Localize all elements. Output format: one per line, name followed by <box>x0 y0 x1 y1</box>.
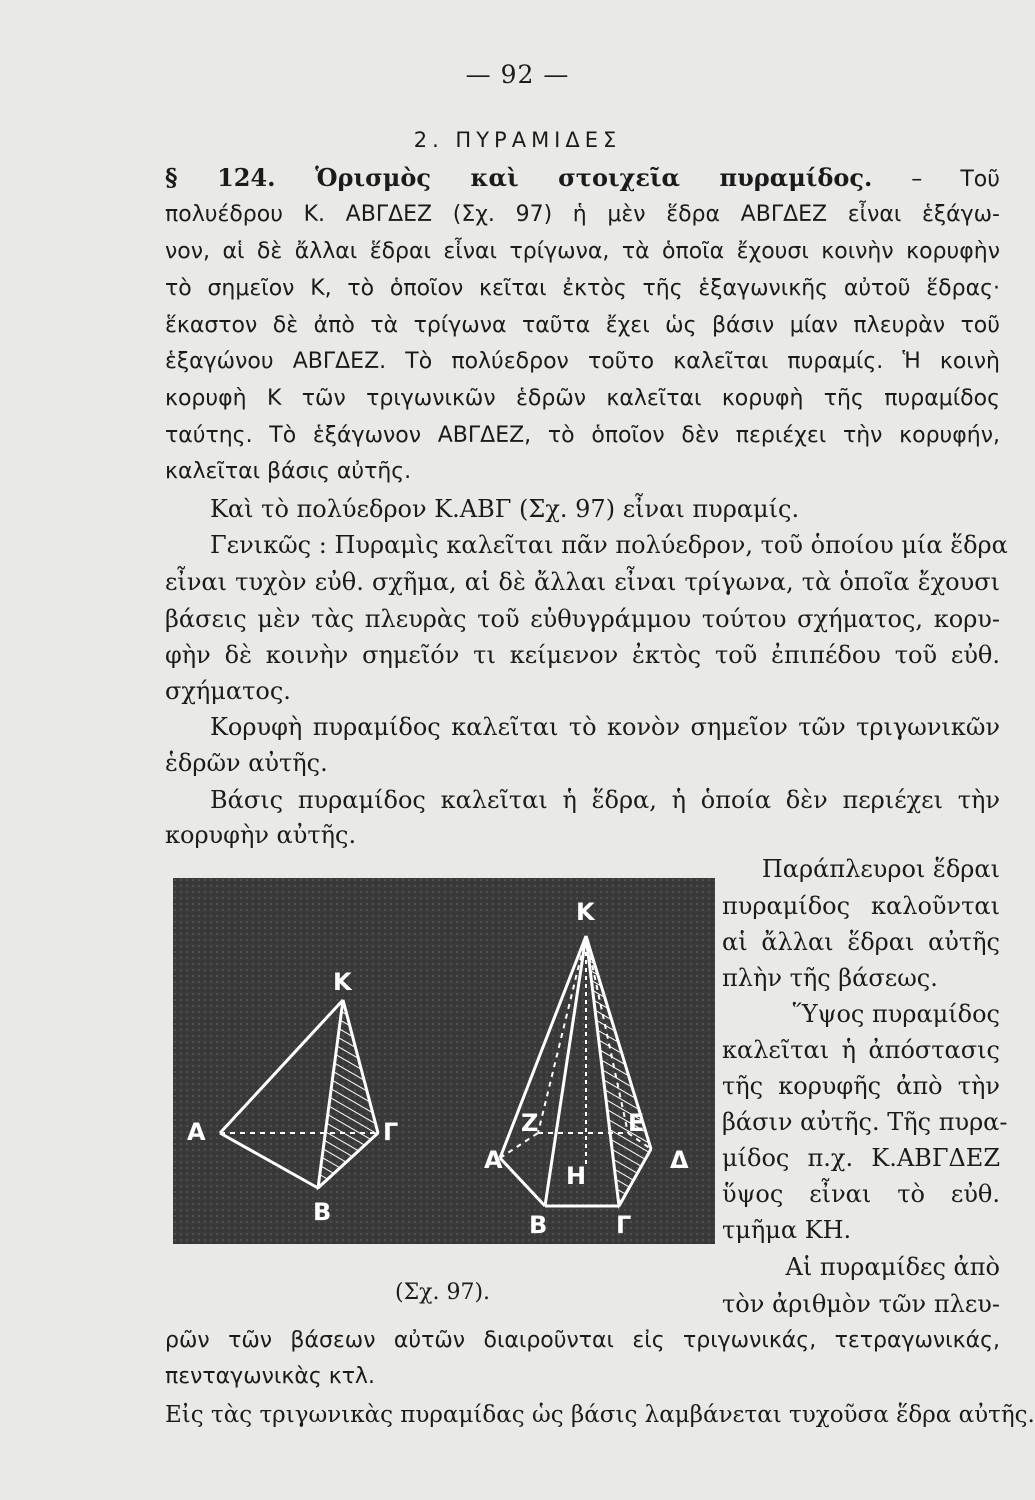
line-5: ἕκαστον δὲ ἀπὸ τὰ τρίγωνα ταῦτα ἔχει ὡς βάσιν μίαν πλευρὰν τοῦ <box>165 313 1000 338</box>
label-large-E: Ε <box>628 1109 645 1137</box>
side-line-2: πυραμίδος καλοῦνται <box>722 892 1000 920</box>
side-line-10: ὕψος εἶναι τὸ εὐθ. <box>722 1180 1000 1208</box>
line-1 <box>165 163 1000 195</box>
section-heading: 2. ΠΥΡΑΜΙΔΕΣ <box>413 128 622 152</box>
label-large-B: Β <box>529 1211 548 1239</box>
side-line-12: Αἱ πυραμίδες ἀπὸ <box>785 1253 1000 1281</box>
line-14: φὴν δὲ κοινὴν σημεῖόν τι κείμενον ἐκτὸς τοῦ ἐπιπέδου τοῦ εὐθ. <box>165 641 1000 669</box>
label-large-K: Κ <box>576 898 595 926</box>
label-large-H: Η <box>566 1162 587 1190</box>
label-small-A: Α <box>187 1118 206 1146</box>
line-11: Γενικῶς : Πυραμὶς καλεῖται πᾶν πολύεδρον, τοῦ ὁποίου μία ἕδρα <box>210 531 1008 559</box>
paragraph-title: § 124. Ὁρισμὸς καὶ στοιχεῖα πυραμίδος. <box>165 163 873 192</box>
bottom-line-2: πενταγωνικὰς κτλ. <box>165 1364 375 1389</box>
line-10: Καὶ τὸ πολύεδρον Κ.ΑΒΓ (Σχ. 97) εἶναι πυραμίς. <box>210 495 800 523</box>
side-line-13: τὸν ἀριθμὸν τῶν πλευ- <box>722 1290 1000 1318</box>
line-2: πολυέδρου Κ. ΑΒΓΔΕΖ (Σχ. 97) ἡ μὲν ἕδρα ΑΒΓΔΕΖ εἶναι ἑξάγω- <box>165 202 1000 227</box>
label-small-B: Β <box>313 1198 332 1226</box>
line-16: Κορυφὴ πυραμίδος καλεῖται τὸ κονὸν σημεῖον τῶν τριγωνικῶν <box>210 713 1000 741</box>
line-4: τὸ σημεῖον Κ, τὸ ὁποῖον κεῖται ἐκτὸς τῆς ἑξαγωνικῆς αὐτοῦ ἕδρας· <box>165 276 1000 301</box>
label-small-K: Κ <box>333 968 352 996</box>
bottom-line-3: Εἰς τὰς τριγωνικὰς πυραμίδας ὡς βάσις λαμβάνεται τυχοῦσα ἕδρα αὐτῆς. <box>165 1402 1035 1428</box>
line-6: ἑξαγώνου ΑΒΓΔΕΖ. Τὸ πολύεδρον τοῦτο καλεῖται πυραμίς. Ἡ κοινὴ <box>165 349 1000 374</box>
label-large-A: Α <box>484 1146 503 1174</box>
side-line-1: Παράπλευροι ἕδραι <box>761 855 1000 883</box>
line-7: κορυφὴ Κ τῶν τριγωνικῶν ἑδρῶν καλεῖται κορυφὴ τῆς πυραμίδος <box>165 386 1000 411</box>
page-number: — 92 — <box>465 60 570 89</box>
side-line-9: μίδος π.χ. Κ.ΑΒΓΔΕΖ <box>722 1144 1000 1172</box>
line-3: νον, αἱ δὲ ἄλλαι ἕδραι εἶναι τρίγωνα, τὰ ὁποῖα ἔχουσι κοινὴν κορυφὴν <box>165 239 1000 264</box>
side-line-5: Ὕψος πυραμίδος <box>792 1000 1000 1028</box>
pyramid-figure <box>173 878 715 1244</box>
pyramid-drawing <box>173 878 715 1244</box>
line-15: σχήματος. <box>165 677 291 705</box>
paragraph-title-tail: – Τοῦ <box>911 167 1000 192</box>
line-8: ταύτης. Τὸ ἑξάγωνον ΑΒΓΔΕΖ, τὸ ὁποῖον δὲν περιέχει τὴν κορυφήν, <box>165 423 1000 448</box>
figure-caption: (Σχ. 97). <box>395 1280 491 1305</box>
side-line-11: τμῆμα ΚΗ. <box>722 1216 852 1244</box>
side-line-4: πλὴν τῆς βάσεως. <box>722 964 938 992</box>
line-18: Βάσις πυραμίδος καλεῖται ἡ ἕδρα, ἡ ὁποία δὲν περιέχει τὴν <box>210 786 1000 814</box>
label-large-D: Δ <box>670 1146 689 1174</box>
side-line-7: τῆς κορυφῆς ἀπὸ τὴν <box>722 1072 1000 1100</box>
line-19: κορυφὴν αὐτῆς. <box>165 821 357 849</box>
side-line-8: βάσιν αὐτῆς. Τῆς πυρα- <box>722 1108 1008 1136</box>
line-17: ἑδρῶν αὐτῆς. <box>165 749 328 777</box>
line-12: εἶναι τυχὸν εὐθ. σχῆμα, αἱ δὲ ἄλλαι εἶναι τρίγωνα, τὰ ὁποῖα ἔχουσι <box>165 568 1000 596</box>
label-large-Z: Ζ <box>521 1109 539 1137</box>
label-large-G: Γ <box>616 1211 632 1239</box>
label-small-G: Γ <box>383 1118 399 1146</box>
line-13: βάσεις μὲν τὰς πλευρὰς τοῦ εὐθυγράμμου τούτου σχήματος, κορυ- <box>165 605 1000 633</box>
side-line-6: καλεῖται ἡ ἀπόστασις <box>722 1036 1000 1064</box>
side-line-3: αἱ ἄλλαι ἕδραι αὐτῆς <box>722 928 1000 956</box>
line-9: καλεῖται βάσις αὐτῆς. <box>165 459 412 484</box>
bottom-line-1: ρῶν τῶν βάσεων αὐτῶν διαιροῦνται εἰς τριγωνικάς, τετραγωνικάς, <box>165 1328 1000 1353</box>
